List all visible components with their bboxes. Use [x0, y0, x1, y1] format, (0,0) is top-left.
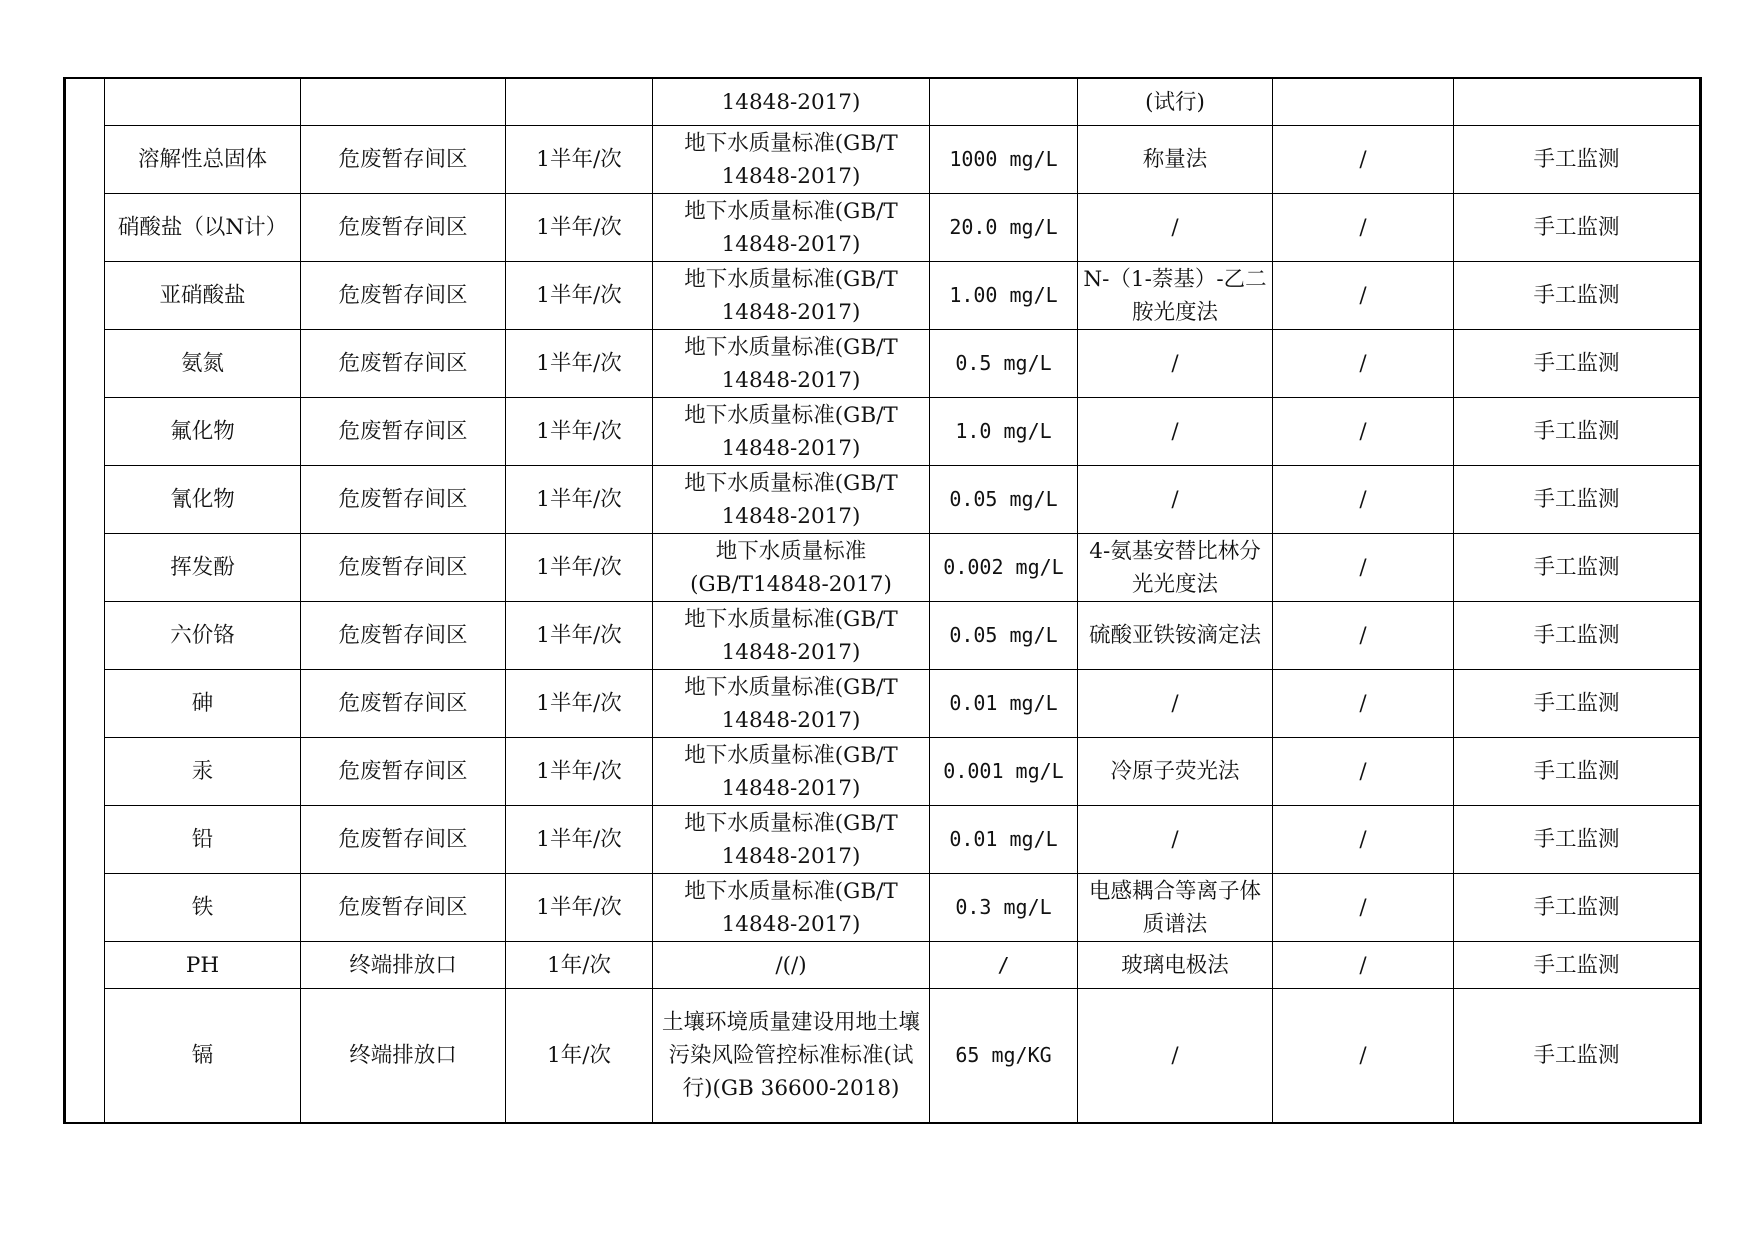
table-row — [65, 126, 1701, 194]
cell-item: 六价铬 — [105, 602, 301, 670]
cell-location: 危废暂存间区 — [301, 330, 506, 398]
cell-frequency: 1年/次 — [506, 989, 653, 1124]
group-cell — [65, 466, 105, 534]
cell-other — [1273, 78, 1454, 126]
cell-method: / — [1078, 330, 1273, 398]
cell-limit: 20.0 mg/L — [930, 194, 1078, 262]
cell-method: 电感耦合等离子体质谱法 — [1078, 874, 1273, 942]
cell-item: 挥发酚 — [105, 534, 301, 602]
cell-location: 危废暂存间区 — [301, 874, 506, 942]
cell-other: / — [1273, 194, 1454, 262]
cell-standard: 土壤环境质量建设用地土壤污染风险管控标准标准(试行)(GB 36600-2018) — [653, 989, 930, 1124]
cell-method: 冷原子荧光法 — [1078, 738, 1273, 806]
cell-limit: 0.05 mg/L — [930, 602, 1078, 670]
cell-method: 玻璃电极法 — [1078, 942, 1273, 989]
cell-other: / — [1273, 738, 1454, 806]
cell-method: 硫酸亚铁铵滴定法 — [1078, 602, 1273, 670]
cell-frequency: 1半年/次 — [506, 330, 653, 398]
group-cell — [65, 874, 105, 942]
group-cell — [65, 670, 105, 738]
cell-mode — [1454, 78, 1701, 126]
table-row — [65, 806, 1701, 874]
document-page — [63, 77, 1699, 1124]
cell-standard: 地下水质量标准(GB/T 14848-2017) — [653, 466, 930, 534]
group-cell — [65, 602, 105, 670]
cell-location: 危废暂存间区 — [301, 194, 506, 262]
cell-frequency: 1半年/次 — [506, 602, 653, 670]
cell-mode: 手工监测 — [1454, 398, 1701, 466]
table-row — [65, 989, 1701, 1124]
cell-standard: 14848-2017) — [653, 78, 930, 126]
cell-mode: 手工监测 — [1454, 330, 1701, 398]
cell-limit: 0.3 mg/L — [930, 874, 1078, 942]
cell-frequency: 1半年/次 — [506, 194, 653, 262]
cell-location: 终端排放口 — [301, 989, 506, 1124]
cell-frequency — [506, 78, 653, 126]
cell-item: 氰化物 — [105, 466, 301, 534]
group-cell — [65, 262, 105, 330]
group-cell — [65, 126, 105, 194]
cell-item: 亚硝酸盐 — [105, 262, 301, 330]
cell-location: 危废暂存间区 — [301, 602, 506, 670]
table-row — [65, 398, 1701, 466]
cell-mode: 手工监测 — [1454, 534, 1701, 602]
monitoring-table — [63, 77, 1702, 1124]
cell-frequency: 1半年/次 — [506, 262, 653, 330]
cell-standard: 地下水质量标准(GB/T 14848-2017) — [653, 398, 930, 466]
table-row — [65, 262, 1701, 330]
cell-item — [105, 78, 301, 126]
table-row — [65, 330, 1701, 398]
cell-method: / — [1078, 806, 1273, 874]
cell-mode: 手工监测 — [1454, 874, 1701, 942]
cell-mode: 手工监测 — [1454, 738, 1701, 806]
cell-mode: 手工监测 — [1454, 466, 1701, 534]
group-cell — [65, 398, 105, 466]
cell-limit: 0.5 mg/L — [930, 330, 1078, 398]
group-cell — [65, 534, 105, 602]
table-row — [65, 738, 1701, 806]
cell-frequency: 1半年/次 — [506, 806, 653, 874]
group-cell — [65, 194, 105, 262]
cell-location: 危废暂存间区 — [301, 126, 506, 194]
cell-other: / — [1273, 602, 1454, 670]
cell-limit: 1.0 mg/L — [930, 398, 1078, 466]
cell-mode: 手工监测 — [1454, 194, 1701, 262]
cell-method: / — [1078, 989, 1273, 1124]
cell-limit: 0.002 mg/L — [930, 534, 1078, 602]
cell-other: / — [1273, 126, 1454, 194]
group-cell — [65, 738, 105, 806]
cell-standard: 地下水质量标准(GB/T 14848-2017) — [653, 126, 930, 194]
cell-item: 溶解性总固体 — [105, 126, 301, 194]
cell-frequency: 1半年/次 — [506, 398, 653, 466]
cell-item: 砷 — [105, 670, 301, 738]
cell-other: / — [1273, 398, 1454, 466]
group-cell — [65, 330, 105, 398]
table-row — [65, 466, 1701, 534]
cell-location: 危废暂存间区 — [301, 262, 506, 330]
cell-frequency: 1半年/次 — [506, 874, 653, 942]
cell-method: / — [1078, 398, 1273, 466]
cell-frequency: 1年/次 — [506, 942, 653, 989]
cell-frequency: 1半年/次 — [506, 670, 653, 738]
cell-frequency: 1半年/次 — [506, 534, 653, 602]
table-row-continuation — [65, 78, 1701, 126]
cell-location: 危废暂存间区 — [301, 398, 506, 466]
cell-location: 危废暂存间区 — [301, 806, 506, 874]
cell-standard: 地下水质量标准(GB/T 14848-2017) — [653, 330, 930, 398]
cell-item: 镉 — [105, 989, 301, 1124]
table-row — [65, 194, 1701, 262]
cell-standard: 地下水质量标准(GB/T 14848-2017) — [653, 262, 930, 330]
cell-standard: 地下水质量标准(GB/T 14848-2017) — [653, 194, 930, 262]
cell-method: / — [1078, 194, 1273, 262]
cell-location — [301, 78, 506, 126]
table-row — [65, 942, 1701, 989]
cell-frequency: 1半年/次 — [506, 466, 653, 534]
cell-mode: 手工监测 — [1454, 942, 1701, 989]
cell-method: / — [1078, 670, 1273, 738]
cell-mode: 手工监测 — [1454, 989, 1701, 1124]
cell-limit: 1.00 mg/L — [930, 262, 1078, 330]
cell-limit: / — [930, 942, 1078, 989]
cell-limit — [930, 78, 1078, 126]
cell-mode: 手工监测 — [1454, 126, 1701, 194]
table-row — [65, 602, 1701, 670]
group-cell — [65, 989, 105, 1124]
cell-other: / — [1273, 262, 1454, 330]
cell-limit: 0.001 mg/L — [930, 738, 1078, 806]
group-cell — [65, 806, 105, 874]
cell-item: 硝酸盐（以N计） — [105, 194, 301, 262]
cell-standard: 地下水质量标准(GB/T 14848-2017) — [653, 670, 930, 738]
cell-method: 4-氨基安替比林分光光度法 — [1078, 534, 1273, 602]
cell-frequency: 1半年/次 — [506, 126, 653, 194]
cell-other: / — [1273, 989, 1454, 1124]
cell-other: / — [1273, 330, 1454, 398]
table-row — [65, 534, 1701, 602]
cell-standard: 地下水质量标准(GB/T 14848-2017) — [653, 806, 930, 874]
cell-other: / — [1273, 466, 1454, 534]
cell-location: 危废暂存间区 — [301, 534, 506, 602]
cell-other: / — [1273, 806, 1454, 874]
cell-limit: 65 mg/KG — [930, 989, 1078, 1124]
cell-other: / — [1273, 534, 1454, 602]
cell-limit: 0.05 mg/L — [930, 466, 1078, 534]
cell-frequency: 1半年/次 — [506, 738, 653, 806]
table-body — [65, 78, 1701, 1123]
cell-standard: 地下水质量标准(GB/T14848-2017) — [653, 534, 930, 602]
cell-mode: 手工监测 — [1454, 602, 1701, 670]
group-cell — [65, 942, 105, 989]
cell-location: 终端排放口 — [301, 942, 506, 989]
cell-standard: /(/) — [653, 942, 930, 989]
cell-location: 危废暂存间区 — [301, 466, 506, 534]
cell-item: 汞 — [105, 738, 301, 806]
cell-method: / — [1078, 466, 1273, 534]
cell-item: 铅 — [105, 806, 301, 874]
cell-other: / — [1273, 670, 1454, 738]
cell-method: N-（1-萘基）-乙二胺光度法 — [1078, 262, 1273, 330]
cell-other: / — [1273, 874, 1454, 942]
cell-limit: 0.01 mg/L — [930, 806, 1078, 874]
group-cell — [65, 78, 105, 126]
cell-mode: 手工监测 — [1454, 262, 1701, 330]
cell-method: (试行) — [1078, 78, 1273, 126]
cell-location: 危废暂存间区 — [301, 738, 506, 806]
cell-item: 铁 — [105, 874, 301, 942]
cell-standard: 地下水质量标准(GB/T 14848-2017) — [653, 874, 930, 942]
cell-standard: 地下水质量标准(GB/T 14848-2017) — [653, 602, 930, 670]
cell-location: 危废暂存间区 — [301, 670, 506, 738]
cell-item: 氨氮 — [105, 330, 301, 398]
cell-item: 氟化物 — [105, 398, 301, 466]
table-row — [65, 670, 1701, 738]
cell-mode: 手工监测 — [1454, 806, 1701, 874]
cell-other: / — [1273, 942, 1454, 989]
cell-limit: 1000 mg/L — [930, 126, 1078, 194]
cell-item: PH — [105, 942, 301, 989]
cell-mode: 手工监测 — [1454, 670, 1701, 738]
cell-limit: 0.01 mg/L — [930, 670, 1078, 738]
cell-standard: 地下水质量标准(GB/T 14848-2017) — [653, 738, 930, 806]
cell-method: 称量法 — [1078, 126, 1273, 194]
table-row — [65, 874, 1701, 942]
